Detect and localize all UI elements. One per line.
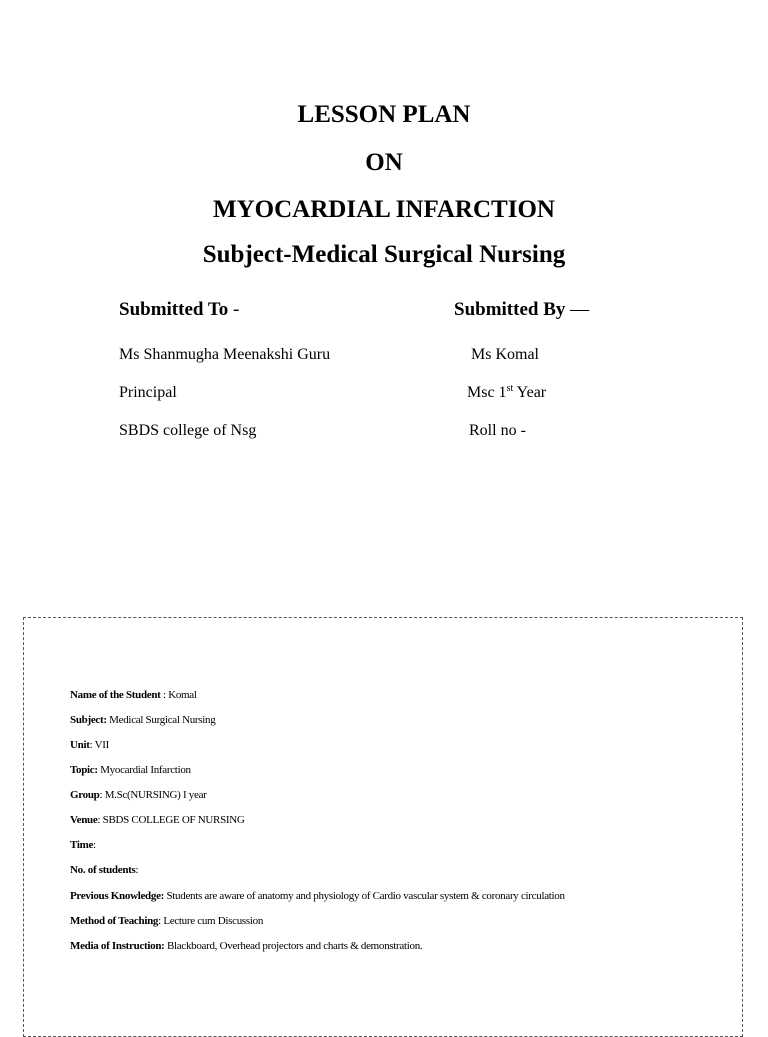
detail-label: Name of the Student [70, 689, 161, 701]
lesson-details-box [23, 617, 743, 1037]
detail-label: Topic: [70, 764, 98, 776]
detail-label: Subject: [70, 714, 107, 726]
detail-label: Group [70, 789, 100, 801]
detail-label: Method of Teaching [70, 915, 159, 927]
detail-row-subject [70, 713, 215, 727]
submitted-by-name: Ms Komal [471, 346, 539, 363]
detail-label: Time [70, 839, 94, 851]
submitted-to-institution: SBDS college of Nsg [119, 422, 257, 439]
detail-label: Media of Instruction: [70, 940, 165, 952]
detail-row-topic [70, 763, 191, 777]
detail-value: Myocardial Infarction [97, 764, 191, 776]
submitted-to-designation: Principal [119, 384, 177, 401]
detail-value: : SBDS COLLEGE OF NURSING [97, 814, 245, 826]
submitted-by-heading [454, 298, 589, 322]
detail-row-students-count [70, 863, 138, 877]
submitted-to-label: Submitted To [119, 299, 229, 320]
detail-value: : M.Sc(NURSING) I year [99, 789, 207, 801]
title-topic: MYOCARDIAL INFARCTION [213, 196, 555, 223]
detail-value: Medical Surgical Nursing [106, 714, 216, 726]
detail-value: : VII [89, 739, 109, 751]
detail-row-time [70, 838, 96, 852]
detail-row-unit [70, 738, 109, 752]
title-subject: Subject-Medical Surgical Nursing [202, 241, 566, 268]
detail-row-media [70, 939, 422, 953]
detail-value: : [135, 864, 139, 876]
course-ordinal: st [506, 383, 514, 394]
detail-value: Students are aware of anatomy and physiology of Cardio vascular system & coronary circulation [164, 890, 565, 902]
detail-row-student [70, 688, 197, 702]
detail-value: : [93, 839, 96, 851]
detail-value: : Komal [160, 689, 197, 701]
title-lesson-plan: LESSON PLAN [297, 101, 471, 128]
detail-label: Previous Knowledge: [70, 890, 165, 902]
submitted-to-heading [119, 298, 239, 322]
submitted-by-label: Submitted By [454, 299, 566, 320]
submitted-by-course [467, 383, 546, 403]
submitted-by-roll: Roll no - [469, 422, 526, 439]
detail-row-previous-knowledge [70, 889, 565, 903]
detail-label: No. of students [70, 864, 136, 876]
submitted-to-dash: - [228, 299, 240, 320]
detail-row-group [70, 788, 207, 802]
detail-label: Unit [70, 739, 90, 751]
submitted-to-name: Ms Shanmugha Meenakshi Guru [119, 346, 331, 363]
detail-value: Blackboard, Overhead projectors and charts & demonstration. [164, 940, 423, 952]
detail-row-venue [70, 813, 245, 827]
course-suffix: Year [513, 384, 547, 401]
course-prefix: Msc 1 [467, 384, 507, 401]
title-on: ON [365, 149, 403, 176]
detail-value: : Lecture cum Discussion [158, 915, 264, 927]
submitted-by-dash: — [565, 299, 590, 320]
detail-row-method [70, 914, 263, 928]
detail-label: Venue [70, 814, 98, 826]
